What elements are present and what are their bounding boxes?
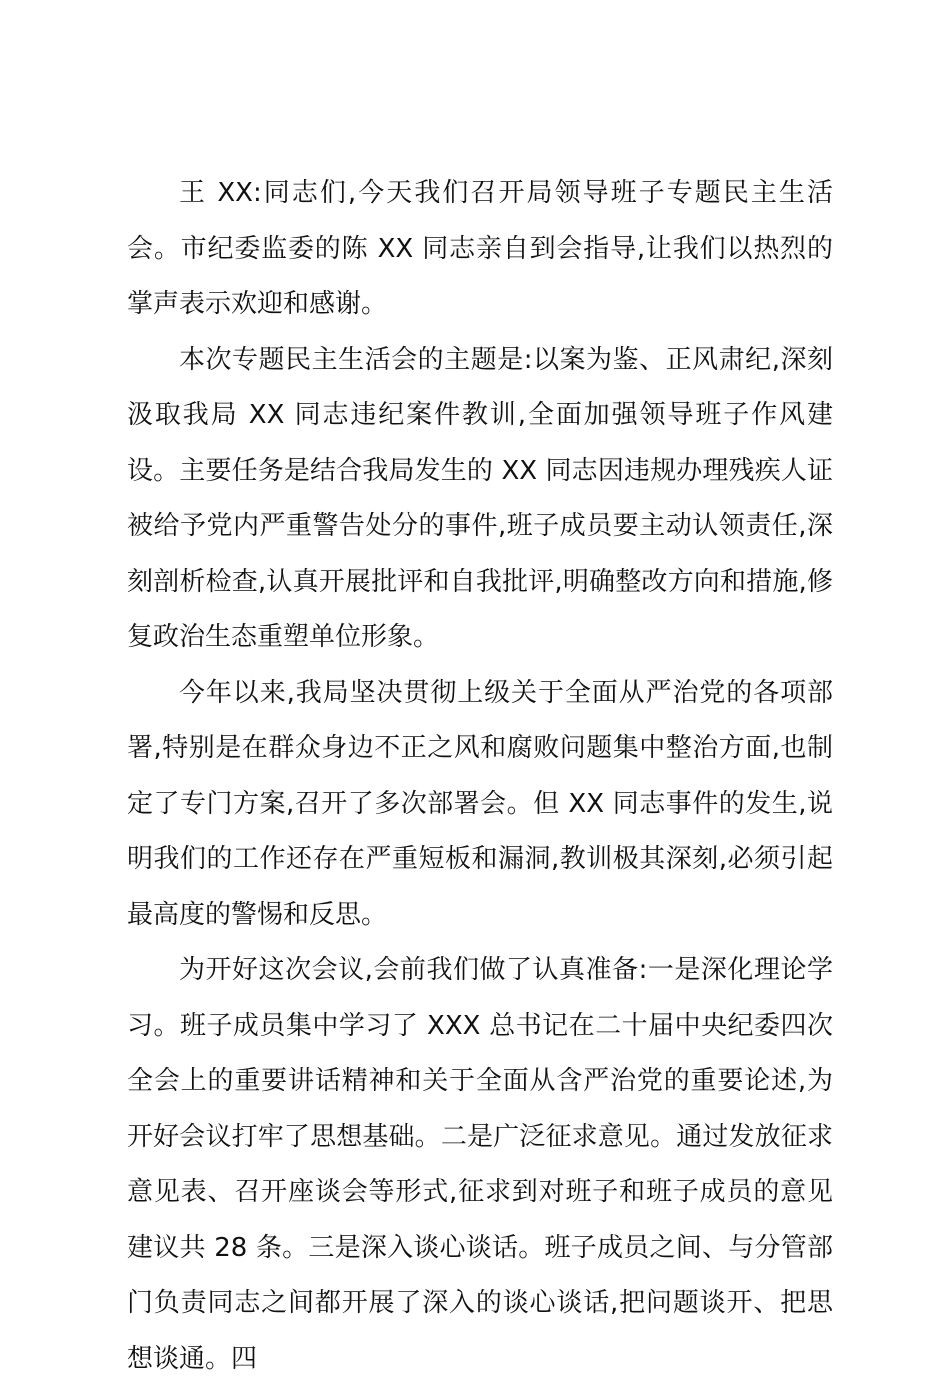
paragraph-theme: 本次专题民主生活会的主题是:以案为鉴、正风肃纪,深刻汲取我局 XX 同志违纪案件教训,全面加强领导班子作风建设。主要任务是结合我局发生的 XX 同志因违规办理残疾人证被给予党内严重警告处分的事件,班子成员要主动认领责任,深刻剖析检查,认真开展批评和自我批评,明确整改方向和措施,修复政治生态重塑单位形象。 [127, 344, 833, 652]
paragraph-preparation: 为开好这次会议,会前我们做了认真准备:一是深化理论学习。班子成员集中学习了 XXX 总书记在二十届中央纪委四次全会上的重要讲话精神和关于全面从含严治党的重要论述,为开好会议打牢了思想基础。二是广泛征求意见。通过发放征求意见表、召开座谈会等形式,征求到对班子和班子成员的意见建议共 28 条。三是深入谈心谈话。班子成员之间、与分管部门负责同志之间都开展了深入的谈心谈话,把问题谈开、把思想谈通。四 [127, 955, 833, 1374]
document-body [127, 166, 833, 1387]
paragraph-background: 今年以来,我局坚决贯彻上级关于全面从严治党的各项部署,特别是在群众身边不正之风和腐败问题集中整治方面,也制定了专门方案,召开了多次部署会。但 XX 同志事件的发生,说明我们的工作还存在严重短板和漏洞,教训极其深刻,必须引起最高度的警惕和反思。 [127, 677, 833, 930]
paragraph-opening: 王 XX:同志们,今天我们召开局领导班子专题民主生活会。市纪委监委的陈 XX 同志亲自到会指导,让我们以热烈的掌声表示欢迎和感谢。 [127, 178, 833, 319]
